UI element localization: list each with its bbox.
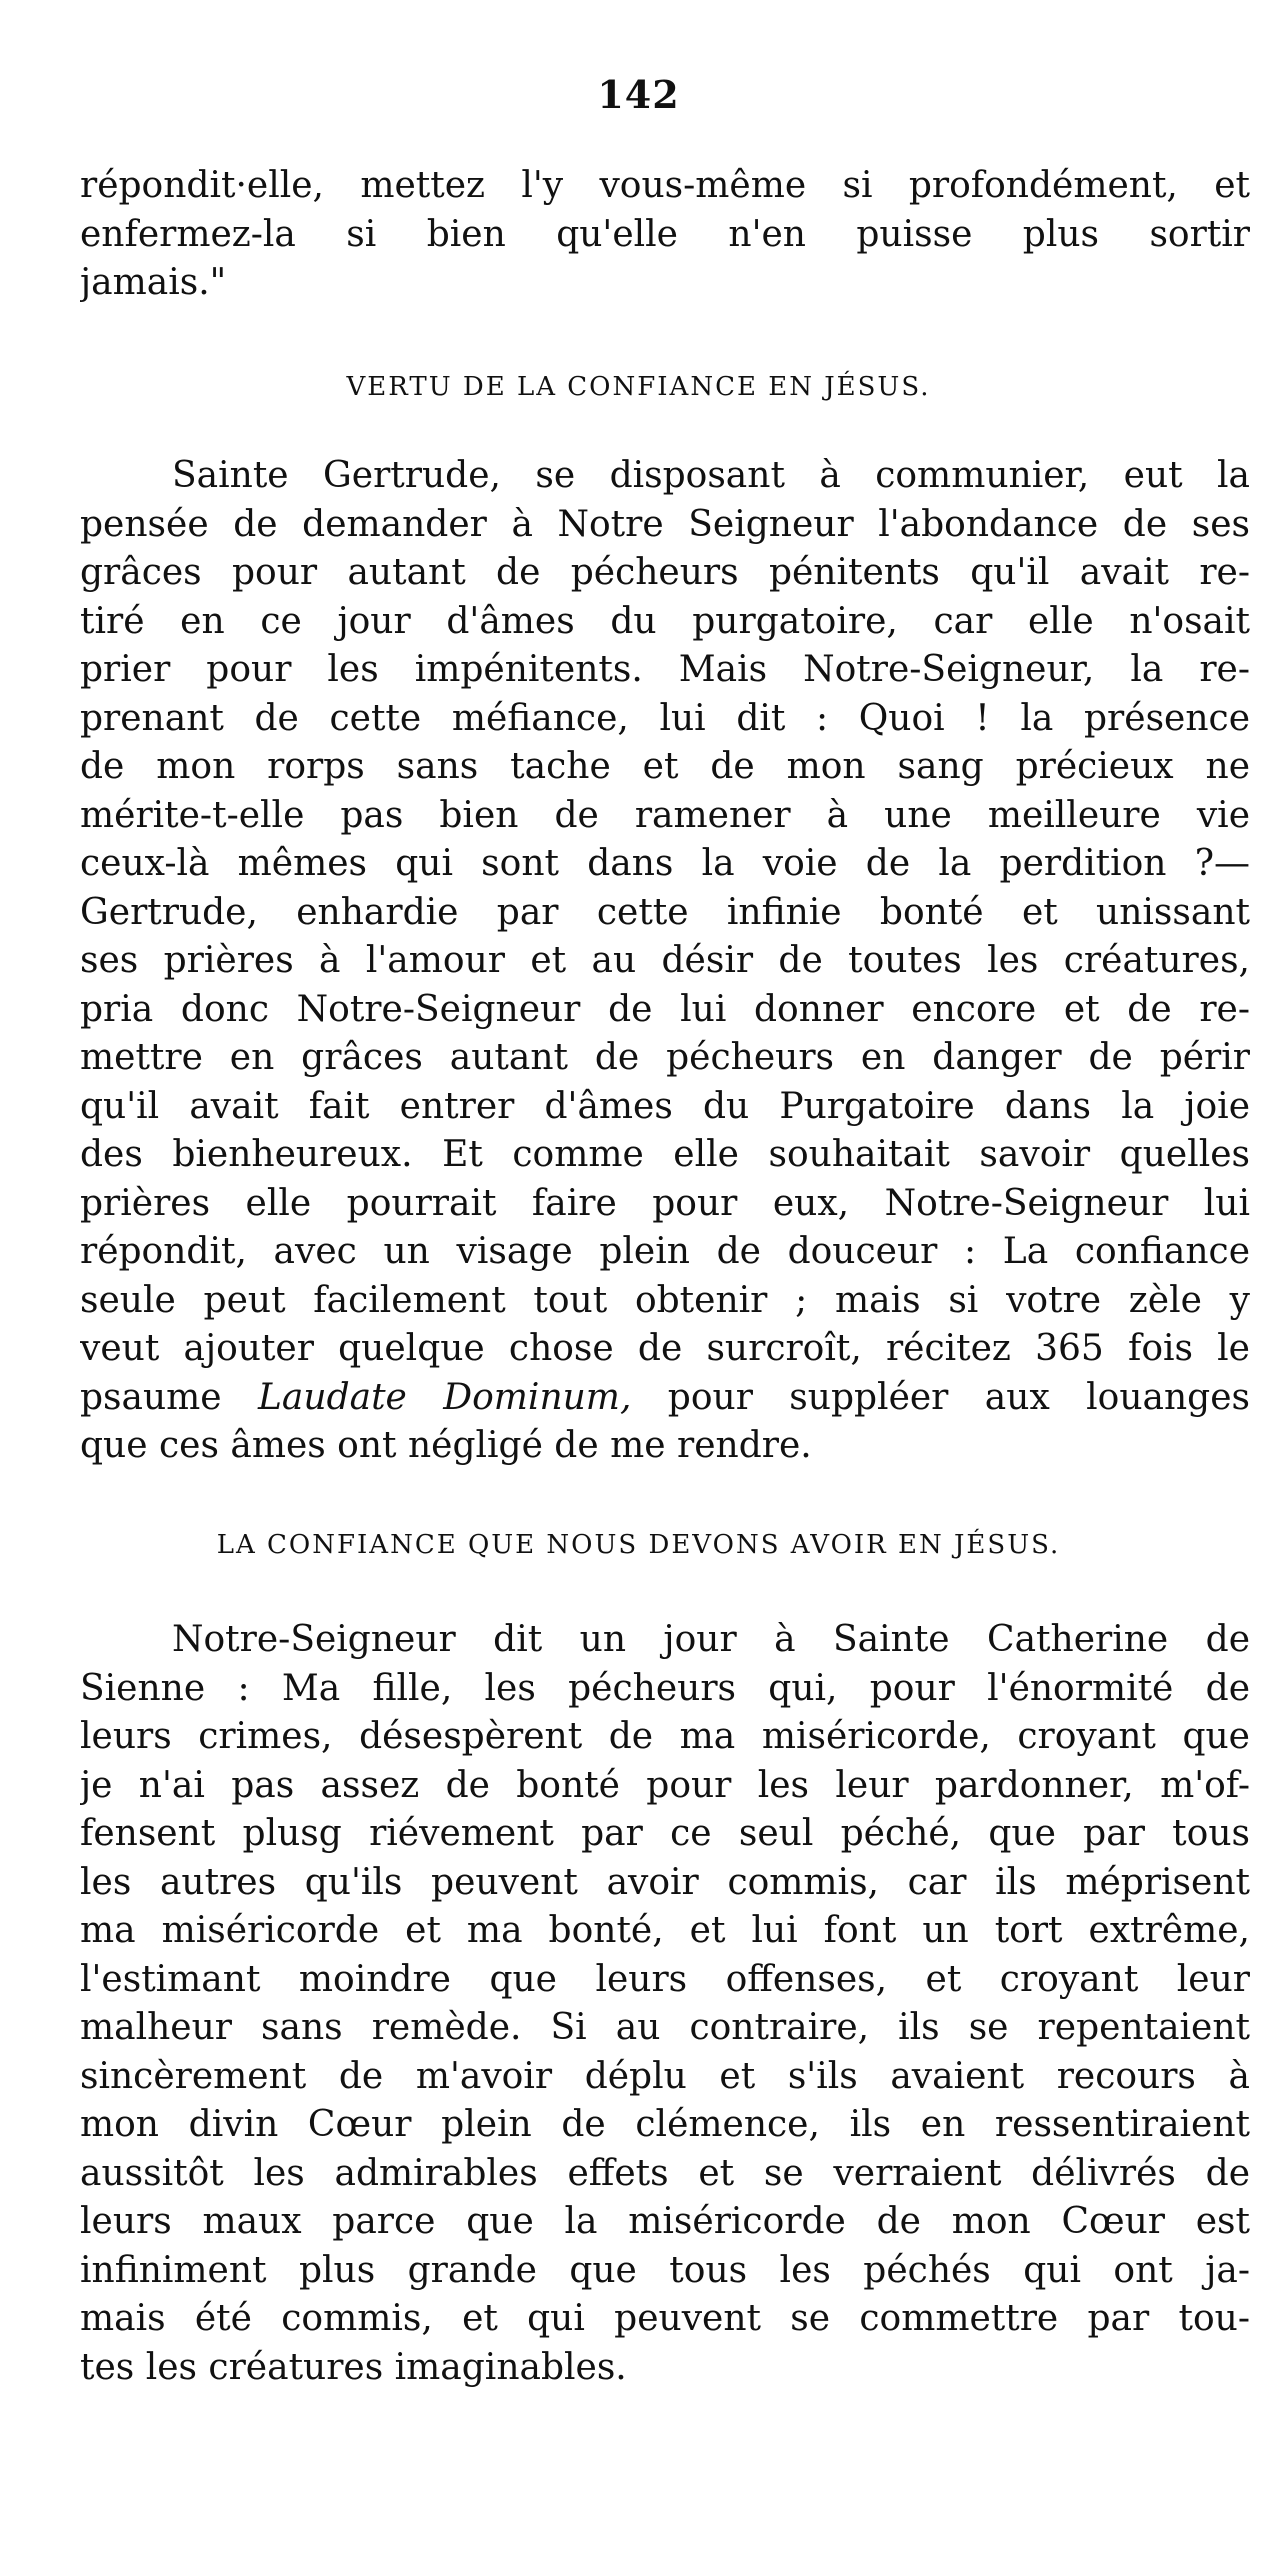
text-line: répondit, avec un visage plein de douceur : La confiance [80, 1231, 1250, 1272]
text-line: ceux-là mêmes qui sont dans la voie de la perdition ?— [80, 843, 1250, 884]
text-line: je n'ai pas assez de bonté pour les leur pardonner, m'of- [80, 1764, 1250, 1806]
text-line: leurs maux parce que la miséricorde de mon Cœur est [80, 2201, 1250, 2242]
text-line: Sienne : Ma fille, les pécheurs qui, pour l'énormité de [80, 1667, 1250, 1709]
text-line: prier pour les impénitents. Mais Notre-Seigneur, la re- [80, 649, 1250, 690]
text-line: fensent plusg riévement par ce seul péché, que par tous [80, 1813, 1250, 1854]
psalm-title: Laudate Dominum, [258, 1376, 632, 1418]
text-line: Gertrude, enhardie par cette infinie bonté et unissant [80, 891, 1250, 933]
intro-paragraph [80, 162, 1250, 308]
text-line: leurs crimes, désespèrent de ma miséricorde, croyant que [80, 1716, 1250, 1757]
text-line: mon divin Cœur plein de clémence, ils en ressentiraient [80, 2104, 1250, 2145]
text-line: tes les créatures imaginables. [80, 2346, 627, 2388]
text-line: tiré en ce jour d'âmes du purgatoire, car elle n'osait [80, 600, 1250, 642]
text-line: enfermez-la si bien qu'elle n'en puisse plus sortir [80, 213, 1250, 255]
section2-paragraph [80, 1616, 1250, 2392]
text-line: Sainte Gertrude, se disposant à communier, eut la [172, 455, 1250, 496]
text-line: que ces âmes ont négligé de me rendre. [80, 1425, 812, 1466]
text-line: les autres qu'ils peuvent avoir commis, car ils méprisent [80, 1861, 1250, 1903]
text-line: qu'il avait fait entrer d'âmes du Purgatoire dans la joie [80, 1085, 1250, 1127]
text-line: l'estimant moindre que leurs offenses, et croyant leur [80, 1958, 1250, 2000]
text-line: Notre-Seigneur dit un jour à Sainte Catherine de [172, 1619, 1250, 1660]
text-line: infiniment plus grande que tous les péchés qui ont ja- [80, 2249, 1250, 2291]
text-line: de mon rorps sans tache et de mon sang précieux ne [80, 746, 1250, 787]
section-heading-confidence-virtue: VERTU DE LA CONFIANCE EN JÉSUS. [346, 372, 931, 402]
psalm-suffix: pour suppléer aux louanges [631, 1376, 1250, 1418]
text-line: prières elle pourrait faire pour eux, Notre-Seigneur lui [80, 1182, 1250, 1224]
text-line: seule peut facilement tout obtenir ; mais si votre zèle y [80, 1279, 1250, 1321]
text-line: ma miséricorde et ma bonté, et lui font un tort extrême, [80, 1910, 1250, 1951]
text-line: mérite-t-elle pas bien de ramener à une meilleure vie [80, 794, 1250, 836]
text-line: pensée de demander à Notre Seigneur l'abondance de ses [80, 503, 1250, 545]
psalm-prefix: psaume [80, 1376, 259, 1418]
section1-paragraph [80, 452, 1250, 1471]
section-heading-confidence-in-jesus: LA CONFIANCE QUE NOUS DEVONS AVOIR EN JÉSUS. [216, 1530, 1061, 1560]
text-line: ses prières à l'amour et au désir de toutes les créatures, [80, 940, 1250, 981]
text-line: jamais." [80, 262, 227, 303]
text-line: aussitôt les admirables effets et se verraient délivrés de [80, 2152, 1250, 2194]
text-line: malheur sans remède. Si au contraire, ils se repentaient [80, 2007, 1250, 2048]
text-line: grâces pour autant de pécheurs pénitents qu'il avait re- [80, 552, 1250, 593]
text-line: mettre en grâces autant de pécheurs en danger de périr [80, 1037, 1250, 1078]
text-line: répondit·elle, mettez l'y vous-même si profondément, et [80, 165, 1250, 206]
text-line: sincèrement de m'avoir déplu et s'ils avaient recours à [80, 2055, 1250, 2097]
text-line: mais été commis, et qui peuvent se commettre par tou- [80, 2298, 1250, 2339]
text-line: pria donc Notre-Seigneur de lui donner encore et de re- [80, 988, 1250, 1030]
psalm-line [80, 1374, 1250, 1423]
text-line: des bienheureux. Et comme elle souhaitait savoir quelles [80, 1134, 1250, 1175]
text-line: prenant de cette méfiance, lui dit : Quoi ! la présence [80, 697, 1250, 739]
text-line: veut ajouter quelque chose de surcroît, récitez 365 fois le [80, 1328, 1250, 1369]
page-number: 142 [597, 72, 680, 117]
